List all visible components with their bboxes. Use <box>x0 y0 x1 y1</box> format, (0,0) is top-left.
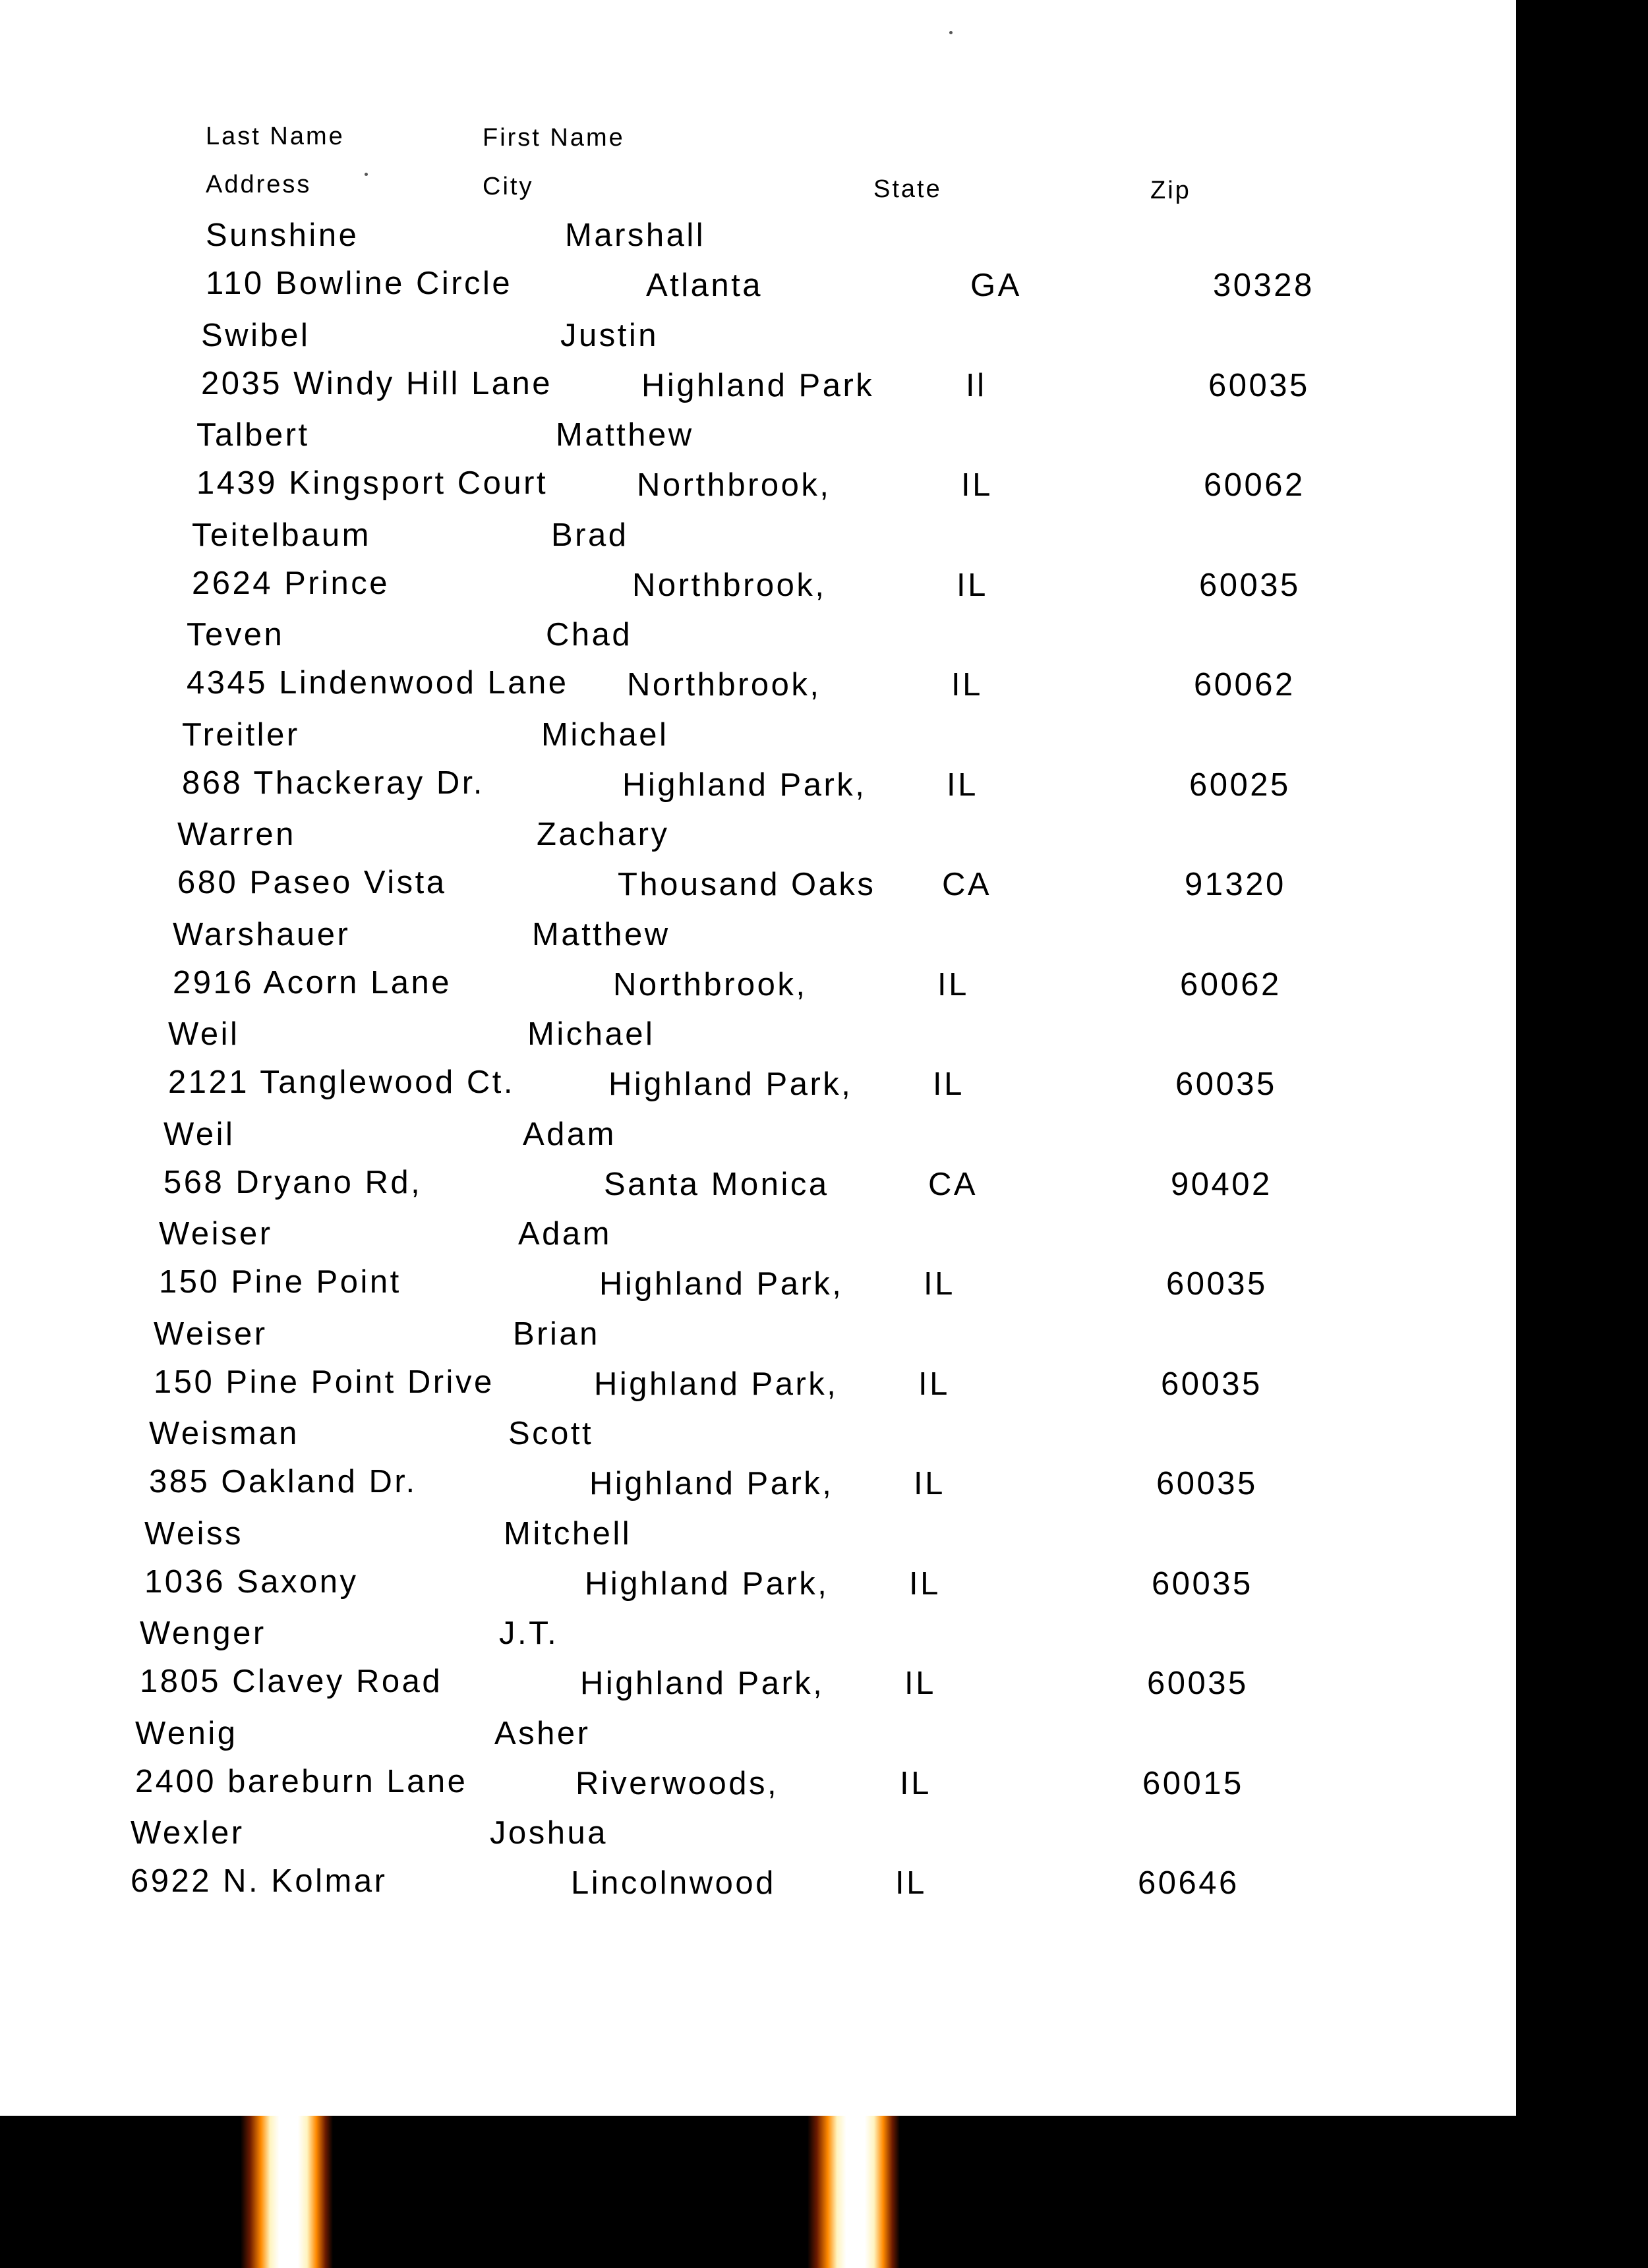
record-city: Santa Monica <box>604 1167 829 1202</box>
record-zip: 60062 <box>1204 467 1305 503</box>
record-first-name: Michael <box>527 1016 655 1052</box>
record-city: Northbrook, <box>613 967 808 1003</box>
scan-light-streak <box>241 2116 333 2268</box>
record-address: 4345 Lindenwood Lane <box>187 665 569 701</box>
record-first-name: Michael <box>541 717 669 753</box>
record-zip: 60062 <box>1180 967 1281 1003</box>
record-city: Northbrook, <box>627 667 821 703</box>
record-address: 110 Bowline Circle <box>206 266 513 301</box>
record-city: Northbrook, <box>637 467 831 503</box>
record-city: Highland Park <box>641 368 875 403</box>
record-address: 2400 bareburn Lane <box>135 1764 468 1799</box>
record-last-name: Weiser <box>159 1216 273 1252</box>
record-first-name: Marshall <box>565 218 706 253</box>
record-last-name: Teven <box>187 617 285 653</box>
header-first-name: First Name <box>483 124 625 152</box>
record-state: IL <box>909 1566 941 1602</box>
record-city: Highland Park, <box>622 767 867 803</box>
record-city: Northbrook, <box>632 567 827 603</box>
record-zip: 60035 <box>1161 1366 1262 1402</box>
record-zip: 60035 <box>1166 1266 1268 1302</box>
record-last-name: Talbert <box>196 417 310 453</box>
record-address: 2624 Prince <box>192 566 390 601</box>
record-first-name: Joshua <box>490 1815 608 1851</box>
record-last-name: Wexler <box>131 1815 245 1851</box>
record-city: Lincolnwood <box>571 1865 776 1901</box>
record-city: Riverwoods, <box>575 1766 779 1801</box>
record-last-name: Weiser <box>154 1316 268 1352</box>
record-first-name: Mitchell <box>504 1516 632 1552</box>
record-address: 1439 Kingsport Court <box>196 465 548 501</box>
record-last-name: Sunshine <box>206 218 359 253</box>
record-address: 1036 Saxony <box>144 1564 359 1600</box>
record-address: 2121 Tanglewood Ct. <box>168 1064 515 1100</box>
record-first-name: Adam <box>518 1216 612 1252</box>
record-first-name: Justin <box>560 318 659 353</box>
record-city: Highland Park, <box>589 1466 834 1501</box>
scan-speck <box>365 173 368 176</box>
record-last-name: Swibel <box>201 318 310 353</box>
record-first-name: Asher <box>494 1716 591 1751</box>
record-last-name: Treitler <box>182 717 300 753</box>
record-city: Thousand Oaks <box>618 867 876 902</box>
record-zip: 30328 <box>1213 268 1314 303</box>
header-address: Address <box>206 171 312 198</box>
record-address: 150 Pine Point Drive <box>154 1364 494 1400</box>
record-city: Highland Park, <box>594 1366 839 1402</box>
record-first-name: Matthew <box>556 417 694 453</box>
record-state: IL <box>904 1666 936 1701</box>
record-state: IL <box>914 1466 945 1501</box>
header-zip: Zip <box>1150 177 1191 204</box>
record-city: Highland Park, <box>608 1066 853 1102</box>
record-first-name: Adam <box>523 1117 617 1152</box>
record-zip: 90402 <box>1171 1167 1272 1202</box>
record-address: 568 Dryano Rd, <box>163 1165 423 1200</box>
record-zip: 60035 <box>1147 1666 1249 1701</box>
header-last-name: Last Name <box>206 123 345 150</box>
record-first-name: J.T. <box>499 1615 559 1651</box>
record-state: IL <box>947 767 978 803</box>
record-last-name: Teitelbaum <box>192 517 371 553</box>
record-address: 6922 N. Kolmar <box>131 1863 388 1899</box>
record-zip: 60062 <box>1194 667 1295 703</box>
record-address: 2916 Acorn Lane <box>173 965 452 1001</box>
record-last-name: Wenig <box>135 1716 238 1751</box>
record-zip: 60035 <box>1175 1066 1277 1102</box>
record-zip: 60035 <box>1208 368 1310 403</box>
record-first-name: Zachary <box>537 817 670 852</box>
record-city: Highland Park, <box>580 1666 825 1701</box>
record-city: Highland Park, <box>599 1266 844 1302</box>
record-state: IL <box>933 1066 964 1102</box>
record-zip: 91320 <box>1185 867 1286 902</box>
record-state: IL <box>937 967 969 1003</box>
record-zip: 60015 <box>1142 1766 1244 1801</box>
record-address: 868 Thackeray Dr. <box>182 765 485 801</box>
record-first-name: Matthew <box>532 917 670 952</box>
record-first-name: Brian <box>513 1316 600 1352</box>
record-last-name: Wenger <box>140 1615 266 1651</box>
record-first-name: Brad <box>551 517 629 553</box>
record-city: Highland Park, <box>585 1566 829 1602</box>
record-first-name: Scott <box>508 1416 594 1451</box>
record-address: 2035 Windy Hill Lane <box>201 366 553 401</box>
record-state: GA <box>970 268 1022 303</box>
record-last-name: Warshauer <box>173 917 351 952</box>
record-state: IL <box>900 1766 931 1801</box>
record-zip: 60025 <box>1189 767 1291 803</box>
record-state: IL <box>961 467 993 503</box>
record-state: Il <box>966 368 987 403</box>
record-state: IL <box>951 667 983 703</box>
record-state: IL <box>918 1366 950 1402</box>
record-zip: 60035 <box>1156 1466 1258 1501</box>
record-state: IL <box>956 567 988 603</box>
record-state: IL <box>924 1266 955 1302</box>
record-state: CA <box>928 1167 978 1202</box>
record-zip: 60035 <box>1199 567 1301 603</box>
record-last-name: Weil <box>168 1016 240 1052</box>
record-address: 150 Pine Point <box>159 1264 401 1300</box>
record-address: 385 Oakland Dr. <box>149 1464 417 1499</box>
record-city: Atlanta <box>646 268 763 303</box>
record-last-name: Weiss <box>144 1516 244 1552</box>
header-city: City <box>483 173 534 200</box>
record-zip: 60646 <box>1138 1865 1239 1901</box>
record-address: 1805 Clavey Road <box>140 1664 443 1699</box>
header-state: State <box>873 175 942 203</box>
scan-light-streak <box>808 2116 900 2268</box>
record-last-name: Warren <box>177 817 296 852</box>
record-first-name: Chad <box>546 617 633 653</box>
record-address: 680 Paseo Vista <box>177 865 447 900</box>
record-zip: 60035 <box>1152 1566 1253 1602</box>
record-state: CA <box>942 867 992 902</box>
record-last-name: Weisman <box>149 1416 299 1451</box>
scan-speck <box>949 31 953 34</box>
record-state: IL <box>895 1865 927 1901</box>
record-last-name: Weil <box>163 1117 235 1152</box>
